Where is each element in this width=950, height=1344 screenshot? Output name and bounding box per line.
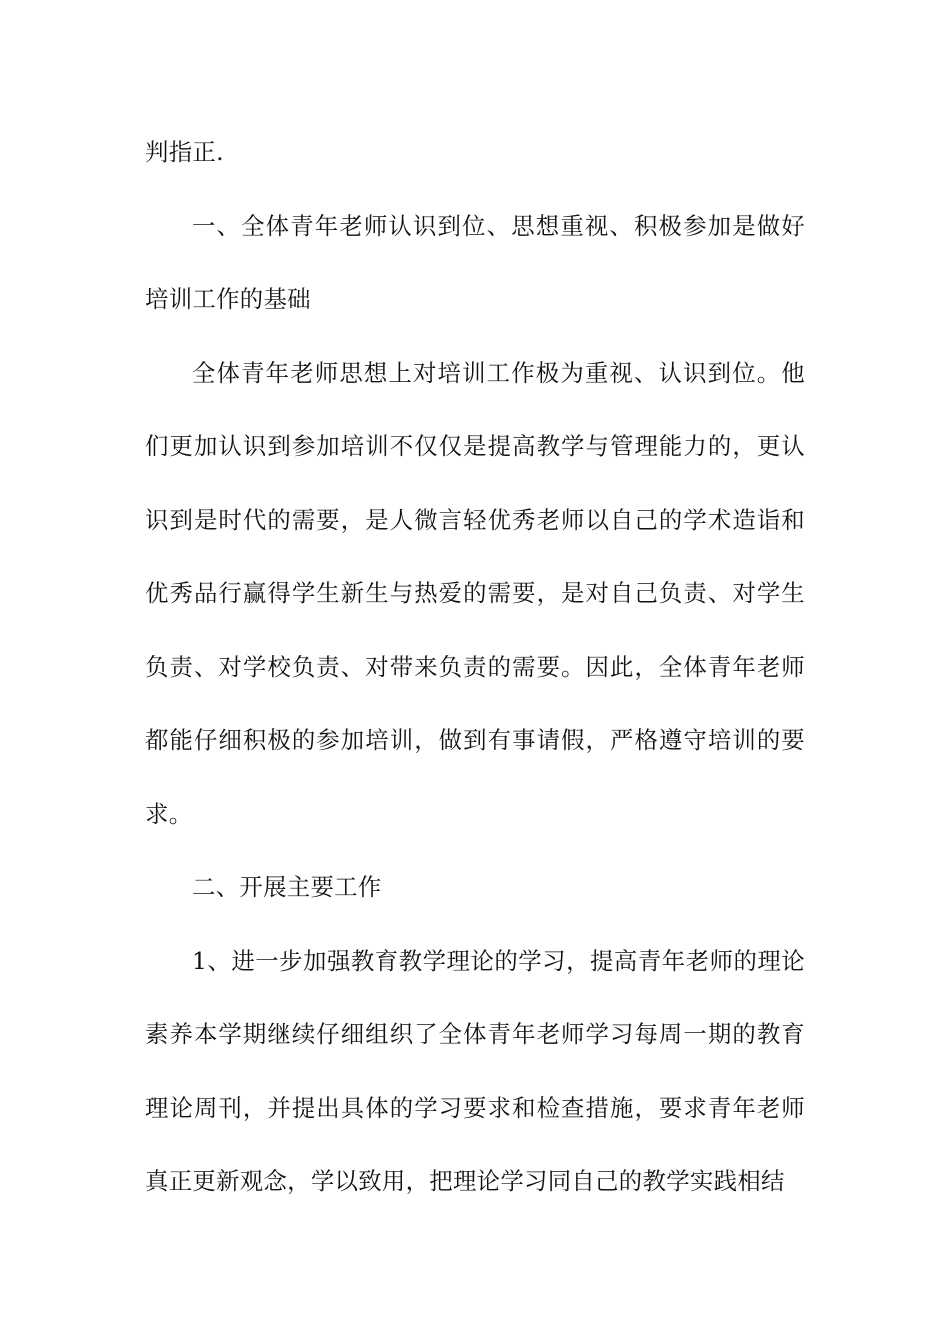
paragraph-attitude: 全体青年老师思想上对培训工作极为重视、认识到位。他们更加认识到参加培训不仅仅是提高教学与管理能力的，更认识到是时代的需要，是人微言轻优秀老师以自己的学术造诣和优秀品行赢得学生新生与热爱的需要，是对自己负责、对学生负责、对学校负责、对带来负责的需要。因此，全体青年老师都能仔细积极的参加培训，做到有事请假，严格遵守培训的要求。	[145, 358, 805, 828]
section-heading-two: 二、开展主要工作	[192, 873, 382, 901]
body-text	[145, 116, 805, 1219]
section-heading-one: 一、全体青年老师认识到位、思想重视、积极参加是做好培训工作的基础	[145, 211, 805, 313]
paragraph-theory-study: 1、进一步加强教育教学理论的学习，提高青年老师的理论素养本学期继续仔细组织了全体青年老师学习每周一期的教育理论周刊，并提出具体的学习要求和检查措施，要求青年老师真正更新观念，学以致用，把理论学习同自己的教学实践相结	[145, 946, 805, 1195]
paragraph-continuation: 判指正.	[145, 138, 224, 166]
